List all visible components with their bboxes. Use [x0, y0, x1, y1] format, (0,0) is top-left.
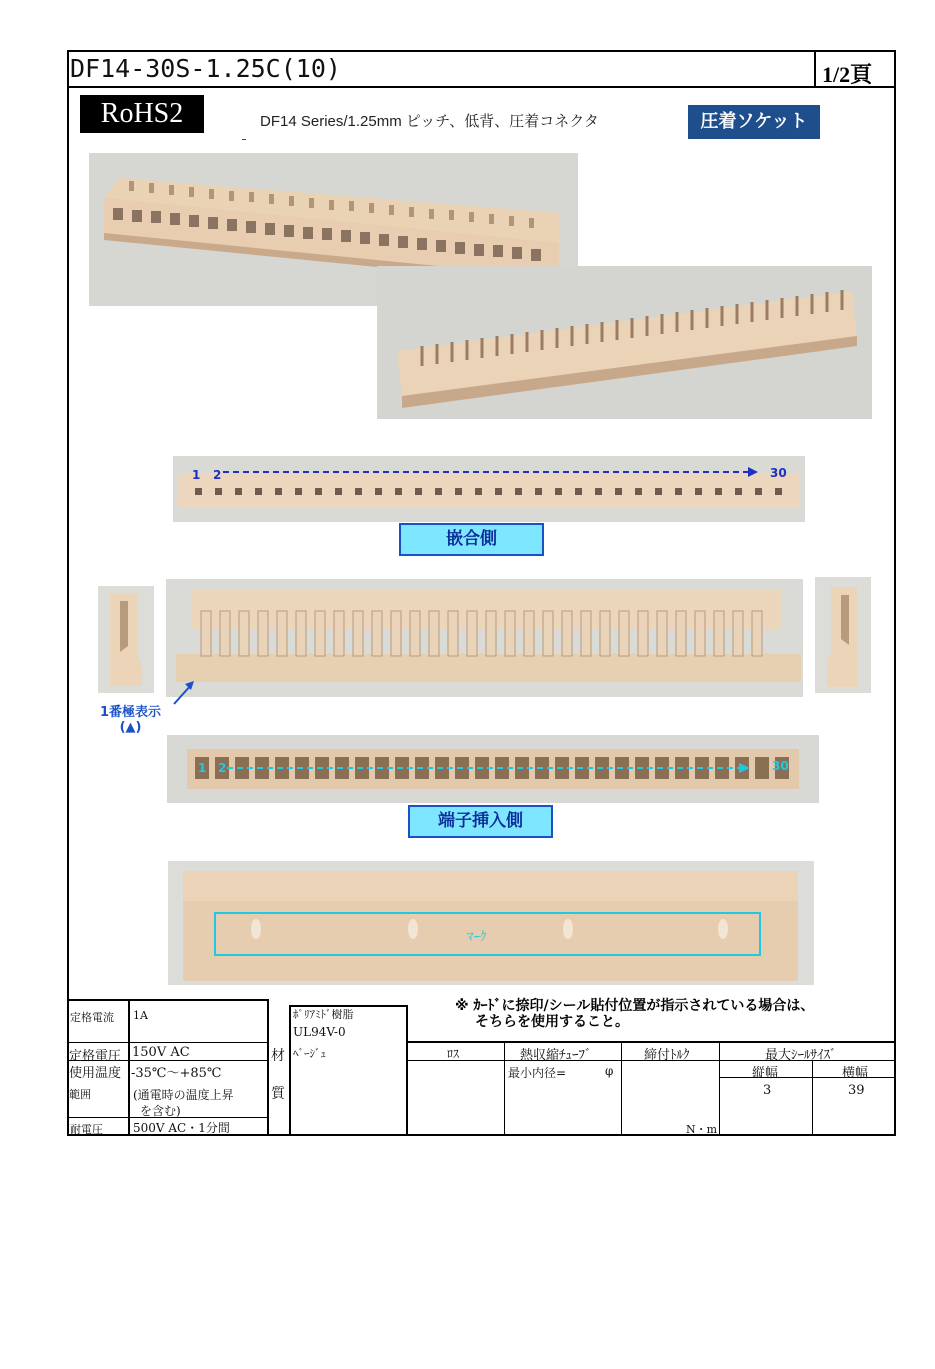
table-col-line-6	[621, 1041, 622, 1136]
side-view-left	[98, 586, 154, 693]
side-view-right	[815, 577, 871, 693]
temp-label-2: 範囲	[69, 1088, 91, 1101]
top-view-illustration	[166, 579, 803, 697]
tube-header: 熱収縮ﾁｭｰﾌﾞ	[520, 1048, 592, 1063]
material-line-2: UL94V-0	[293, 1025, 346, 1039]
insert-pin-2: 2	[218, 761, 227, 775]
mating-side-illustration	[173, 456, 805, 522]
connector-photo-rear	[377, 266, 872, 419]
material-label-1: 材	[271, 1048, 285, 1064]
marking-surface-illustration	[168, 861, 814, 985]
seal-sub-line	[720, 1077, 896, 1078]
tube-min-label: 最小内径=	[508, 1066, 567, 1080]
loss-header: ﾛｽ	[447, 1047, 460, 1061]
table-col-line-1	[128, 999, 130, 1136]
seal-header: 最大ｼｰﾙｻｲｽﾞ	[765, 1048, 837, 1063]
seal-height-label: 縦幅	[752, 1066, 779, 1081]
material-label-2: 質	[271, 1086, 285, 1102]
rated-current-value: 1A	[133, 1009, 148, 1022]
temp-label-1: 使用温度	[69, 1066, 122, 1081]
table-col-line-4	[406, 1005, 408, 1136]
rated-voltage-value: 150V AC	[132, 1045, 190, 1060]
table-col-line-5	[504, 1041, 505, 1136]
side-right-illustration	[815, 577, 871, 693]
page-number: 1/2頁	[822, 62, 873, 87]
note-line1: ※ ｶｰﾄﾞに捺印/シール貼付位置が指示されている場合は、	[455, 998, 815, 1014]
right-table-top-line	[407, 1041, 896, 1043]
polarity-label	[100, 705, 161, 735]
table-col-line-2	[267, 999, 269, 1136]
rated-voltage-label: 定格電圧	[69, 1049, 122, 1064]
insert-side-photo	[167, 735, 819, 803]
temp-value-3: を含む)	[140, 1104, 181, 1118]
rated-current-label: 定格電流	[70, 1011, 114, 1024]
mating-pin-1: 1	[192, 468, 201, 482]
torque-header: 締付ﾄﾙｸ	[644, 1048, 690, 1063]
table-col-line-8	[812, 1060, 813, 1136]
side-left-illustration	[98, 586, 154, 693]
table-col-line-3	[289, 1005, 291, 1136]
withstand-label: 耐電圧	[70, 1123, 103, 1136]
table-top-line	[67, 999, 269, 1001]
tube-unit: φ	[605, 1064, 614, 1078]
print-area-text: ﾏｰｸ	[467, 930, 487, 945]
mating-pin-2: 2	[213, 468, 222, 482]
temp-value-2: (通電時の温度上昇	[133, 1088, 234, 1102]
polarity-label-line2: (▲)	[119, 720, 142, 735]
seal-height-value: 3	[763, 1083, 772, 1098]
polarity-label-line1: 1番極表示	[100, 705, 162, 720]
insert-side-label: 端子挿入側	[408, 805, 553, 838]
top-view-photo	[166, 579, 803, 697]
material-line-1: ﾎﾟﾘｱﾐﾄﾞ樹脂	[293, 1008, 354, 1021]
socket-type-badge: 圧着ソケット	[688, 105, 820, 139]
rohs-badge: RoHS2	[80, 95, 204, 133]
decorative-tick	[242, 139, 246, 140]
table-col-line-7	[719, 1041, 720, 1136]
temp-value-1: -35℃～+85℃	[131, 1066, 222, 1081]
polarity-arrow-icon	[170, 678, 200, 708]
part-number: DF14-30S-1.25C(10)	[70, 54, 341, 83]
insert-pin-30: 30	[772, 759, 789, 773]
connector-rear-illustration	[377, 266, 872, 419]
row-line-1	[67, 1042, 269, 1043]
mating-side-photo	[173, 456, 805, 522]
mating-pin-30: 30	[770, 466, 787, 480]
marking-surface-photo	[168, 861, 814, 985]
insert-side-illustration	[167, 735, 819, 803]
torque-unit: N・m	[686, 1123, 718, 1136]
note-line2: そちらを使用すること。	[475, 1014, 629, 1030]
mating-side-label: 嵌合側	[399, 523, 544, 556]
title-divider	[814, 50, 816, 88]
seal-width-value: 39	[848, 1083, 865, 1098]
withstand-value: 500V AC・1分間	[133, 1121, 230, 1135]
insert-pin-1: 1	[198, 761, 207, 775]
series-description: DF14 Series/1.25mm ピッチ、低背、圧着コネクタ	[260, 113, 599, 130]
marking-note	[455, 998, 814, 1030]
material-line-3: ﾍﾞｰｼﾞｭ	[293, 1047, 326, 1060]
seal-width-label: 横幅	[842, 1066, 869, 1081]
